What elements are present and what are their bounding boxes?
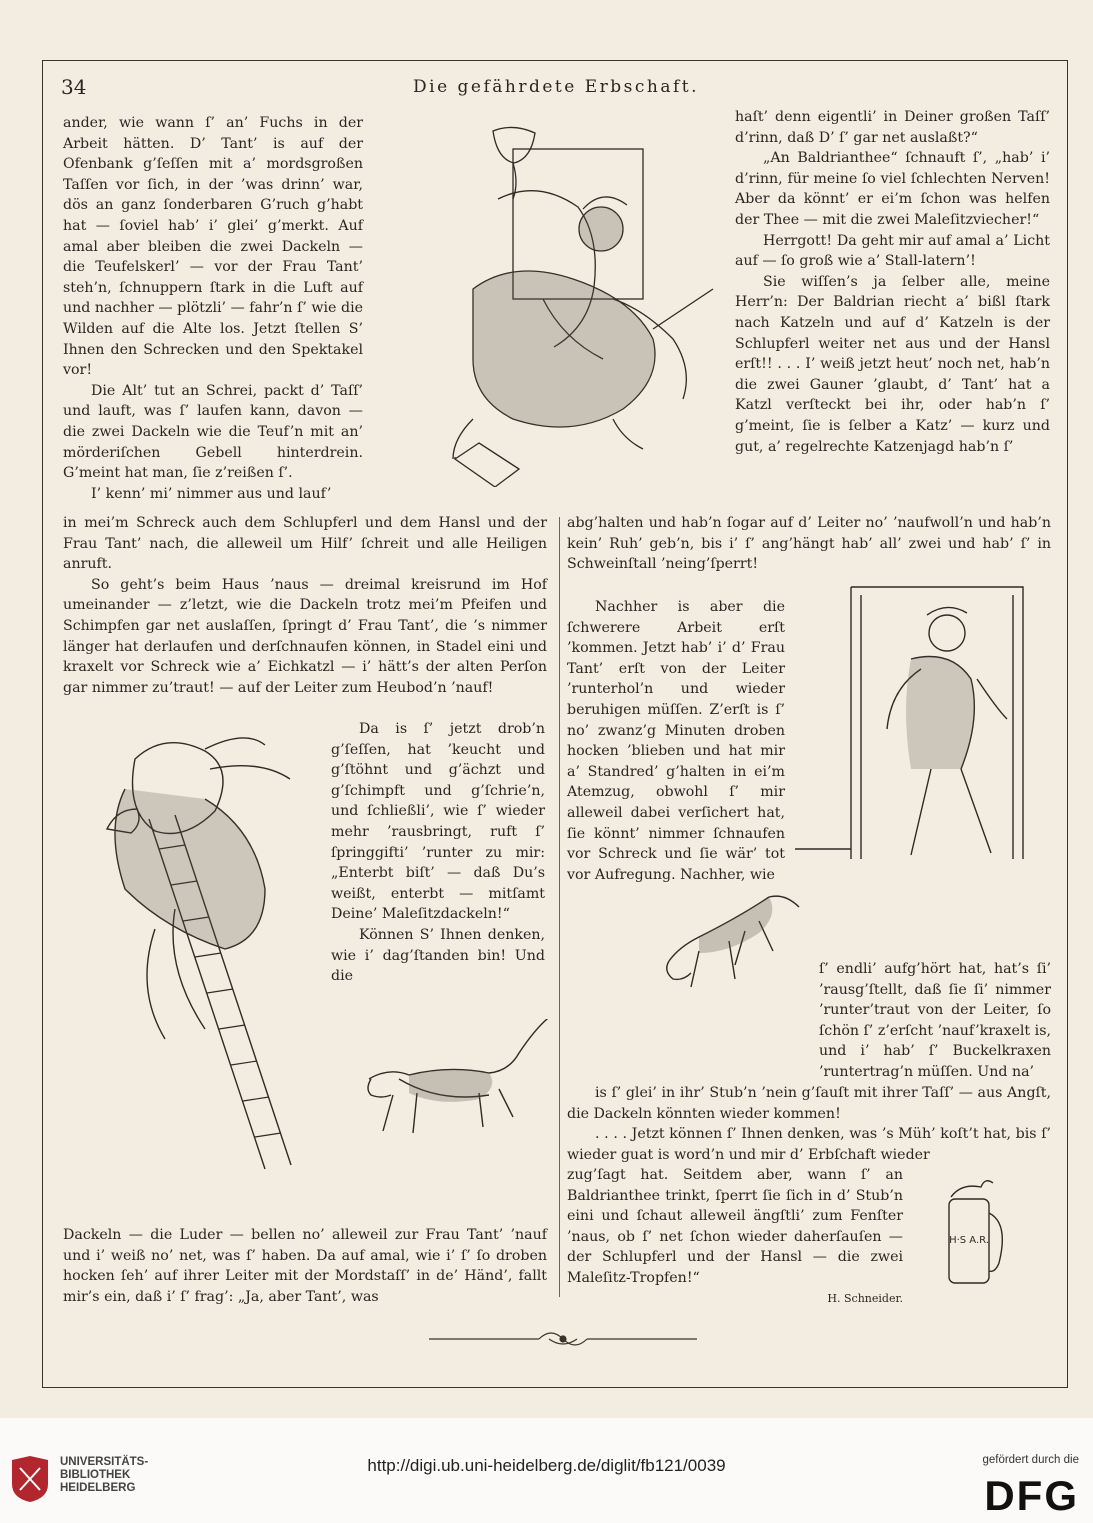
page-number: 34	[61, 75, 87, 99]
page-title: Die gefährdete Erbschaft.	[413, 77, 699, 97]
paragraph: . . . . Jetzt können ſ’ Ihnen denken, was ’s Müh’ koſt’t hat, bis ſ’ wieder guat is word’n und mir d’ Erbſchaft wieder	[567, 1126, 1051, 1163]
dfg-logo: DFG	[984, 1472, 1079, 1519]
closing-ornament	[423, 1328, 703, 1350]
library-line: UNIVERSITÄTS-	[60, 1456, 149, 1468]
permalink-url[interactable]: http://digi.ub.uni-heidelberg.de/diglit/fb121/0039	[367, 1456, 726, 1475]
paragraph: Nachher is aber die ſchwerere Arbeit erſt ’kommen. Jetzt hab’ i’ d’ Frau Tant’ erſt von der Leiter ’runterhol’n und wieder beruhigen müſſen. Z’erſt is ſ’ no’ zwanz’g Minuten droben hocken ’blieben und hat mir a’ Standred’ g’halten in ei’m Atemzug, obwohl ſ’ mir alleweil dabei verſichert hat, ſie könnt’ nimmer ſchnaufen vor Schreck und ſie wär’ tot vor Aufregung. Nachher, wie	[567, 599, 785, 883]
column-right-beside-dog	[819, 959, 1051, 1083]
paragraph: in mei’m Schreck auch dem Schlupferl und dem Hansl und der Frau Tant’ nach, die alleweil um Hilf’ ſchreit und alle Heiligen anruft.	[63, 515, 547, 573]
column-right-full	[567, 513, 1051, 575]
column-left-bottom	[63, 1225, 547, 1307]
column-rule	[559, 517, 560, 1297]
illustration-man-in-doorway	[791, 579, 1031, 861]
illustration-woman-with-cup	[413, 119, 718, 487]
illustration-beer-stein	[931, 1173, 1011, 1291]
column-right-narrow	[567, 597, 785, 885]
magazine-page	[42, 60, 1068, 1388]
paragraph: „An Baldrianthee“ ſchnauft ſ’, „hab’ i’ d’rinn, für meine ſo viel ſchlechten Nerven! Aber da könnt’ er ei’m ſchon was helfen der Thee — mit die zwei Maleſitzviecher!“	[735, 150, 1050, 228]
paragraph: ander, wie wann ſ’ an’ Fuchs in der Arbeit hätten. D’ Tant’ is auf der Ofenbank g’ſeſſen mit a’ mordsgroßen Taſſen vor ſich, in der ’was drinn’ war, dös an ganz ſonderbaren G’ruch g’habt hat — ſoviel hab’ i’ glei’ g’merkt. Auf amal aber bleiben die zwei Dackeln — die Teufelskerl’ — vor der Frau Tant’ steh’n, ſchnuppern ſtark in die Luft auf und nachher — plötzli’ — fahr’n ſ’ wie die Wilden auf die Alte los. Jetzt ſtellen S’ Ihnen den Schrecken und den Spektakel vor!	[63, 115, 363, 379]
stein-monogram: H·S A.R.	[949, 1235, 989, 1246]
illustration-dachshund-left	[359, 1019, 559, 1147]
illustration-woman-on-ladder	[95, 729, 335, 1227]
paragraph: Die Alt’ tut an Schrei, packt d’ Taſſ’ und lauft, was ſ’ laufen kann, davon — die zwei Dackeln wie die Teuf’n mit an’ mörderiſchen Gebell hinterdrein. G’meint hat man, ſie z’reißen ſ’.	[63, 382, 363, 482]
paragraph: abg’halten und hab’n ſogar auf d’ Leiter no’ ’naufwoll’n und hab’n kein’ Ruh’ geb’n, bis i’ ſ’ ang’hängt hab’ all’ zwei und hab’ ſ’ in Schweinſtall ’neing’ſperrt!	[567, 515, 1051, 573]
paragraph: Sie wiſſen’s ja ſelber alle, meine Herr’n: Der Baldrian riecht a’ bißl ſtark nach Katzeln und auf d’ Katzeln is der Schlupferl weiter net aus und der Hansl erſt!! . . . I’ weiß jetzt heut’ noch net, hab’n die zwei Gauner ’glaubt, d’ Tant’ hat a Katzl verſteckt bei ihr, oder hab’n ſ’ g’meint, ſie is ſelber a Katz’ — kurz und gut, a’ regelrechte Katzenjagd hab’n ſ’	[735, 273, 1050, 455]
paragraph: haſt’ denn eigentli’ in Deiner großen Taſſ’ d’rinn, daß D’ ſ’ gar net auslaßt?“	[735, 109, 1050, 146]
column-right-top	[735, 107, 1050, 457]
footer-bar	[0, 1418, 1093, 1523]
paragraph: Können S’ Ihnen denken, wie i’ dag’ſtanden bin! Und die	[331, 926, 545, 985]
paragraph: Dackeln — die Luder — bellen no’ alleweil zur Frau Tant’ ’nauf und i’ weiß no’ net, was ſ’ haben. Da auf amal, wie i’ ſ’ ſo droben hocken ſeh’ auf ihrer Leiter mit der Mordstaſſ’ in de’ Händ’, fallt mir’s ein, daß i’ ſ’ frag’: „Ja, aber Tant’, was	[63, 1227, 547, 1305]
column-left-full	[63, 513, 547, 698]
paragraph: Da is ſ’ jetzt drob’n g’ſeſſen, hat ’keucht und g’ſtöhnt und g’ächzt und g’ſchimpft und g’ſchrie’n, und ſchließli’, wie ſ’ wieder mehr ’rausbringt, ruft ſ’ ſpringgifti’ ’runter zu mir: „Enterbt biſt’ — daß Du’s weißt, enterbt — mitſamt Deine’ Maleſitzdackeln!“	[331, 721, 545, 923]
paragraph: So geht’s beim Haus ’naus — dreimal kreisrund im Hof umeinander — z’letzt, wie die Dackeln trotz mei’m Pfeifen und Schimpfen gar net auslaſſen, ſpringt d’ Frau Tant’, die ’s nimmer länger hat derlaufen und derſchnaufen können, in Stadel eini und kraxelt vor Schreck wie a’ Eichkatzl — i’ hätt’s der alten Perſon gar nimmer zu’traut! — auf der Leiter zum Heubod’n ’nauf!	[63, 576, 547, 696]
column-left-narrow	[331, 719, 545, 987]
paragraph: ſ’ endli’ aufg’hört hat, hat’s ſi’ ’rausg’ſtellt, daß ſie ſi’ nimmer ’runter’traut von der Leiter, ſo ſchön ſ’ z’erſcht ’nauf’kraxelt is, und i’ hab’ ſ’ Buckelkraxen ’runtertrag’n müſſen. Und na’	[819, 961, 1051, 1080]
paragraph: I’ kenn’ mi’ nimmer aus und lauf’	[91, 485, 332, 502]
column-right-full-2	[567, 1083, 1051, 1165]
library-line: HEIDELBERG	[60, 1482, 136, 1494]
author-signature: H. Schneider.	[827, 1291, 903, 1305]
paragraph: Herrgott! Da geht mir auf amal a’ Licht auf — ſo groß wie a’ Stall-latern’!	[735, 232, 1050, 270]
funding-note: gefördert durch die	[982, 1454, 1079, 1466]
library-line: BIBLIOTHEK	[60, 1469, 131, 1481]
page-header	[61, 75, 1051, 99]
illustration-dachshund-right	[659, 891, 819, 1003]
paragraph: zug’ſagt hat. Seitdem aber, wann ſ’ an Baldrianthee trinkt, ſperrt ſie ſich in d’ Stub’n eini und ſchaut alleweil ängſtli’ zum Fenſter ’naus, ob ſ’ net ſchon wieder daherſauſen — der Schlupferl und der Hansl — die zwei Maleſitz-Tropfen!“	[567, 1167, 903, 1286]
column-right-end	[567, 1165, 903, 1309]
paragraph: is ſ’ glei’ in ihr’ Stub’n ’nein g’ſauſt mit ihrer Taſſ’ — aus Angſt, die Dackeln könnten wieder kommen!	[567, 1085, 1051, 1122]
column-left-top	[63, 113, 363, 504]
